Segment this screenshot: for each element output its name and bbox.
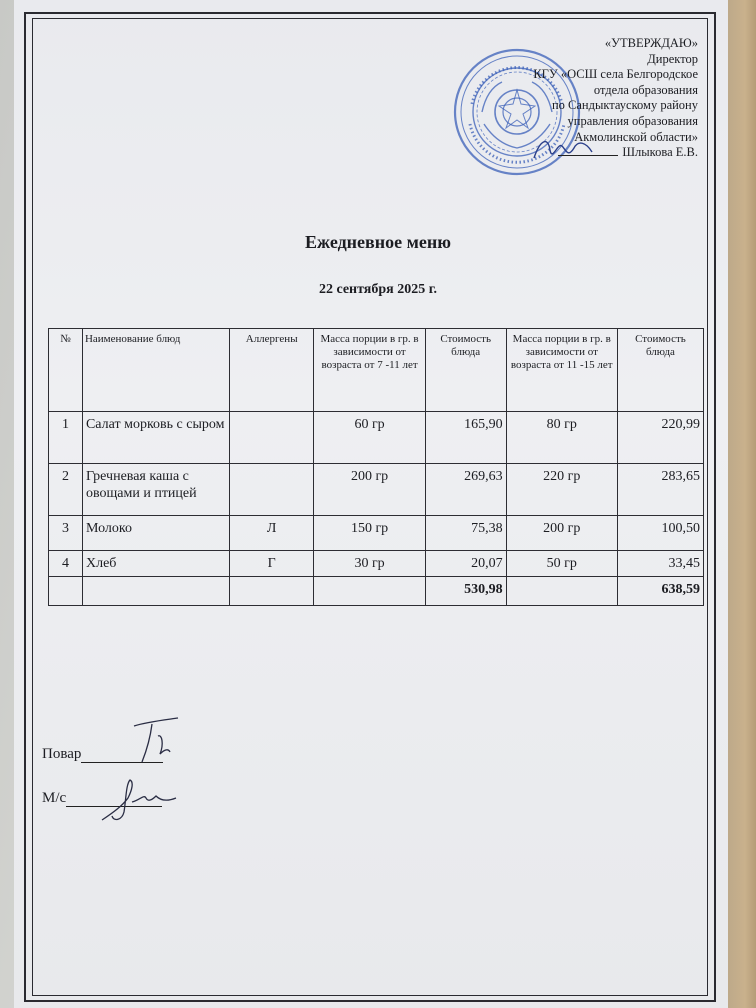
allergen-cell: Л bbox=[229, 516, 313, 551]
empty-cell bbox=[314, 577, 425, 606]
cook-label: Повар bbox=[42, 746, 82, 762]
table-surface bbox=[728, 0, 756, 1008]
nurse-signature-icon bbox=[96, 776, 180, 826]
page-title: Ежедневное меню bbox=[305, 232, 451, 252]
totals-row bbox=[49, 577, 704, 606]
row-number: 1 bbox=[49, 412, 83, 464]
dish-name: Гречневая каша с овощами и птицей bbox=[82, 464, 229, 516]
cost-7-11-cell: 269,63 bbox=[425, 464, 506, 516]
approval-line: КГУ «ОСШ села Белгородское bbox=[533, 67, 698, 82]
empty-cell bbox=[82, 577, 229, 606]
empty-cell bbox=[506, 577, 617, 606]
dish-name: Салат морковь с сыром bbox=[82, 412, 229, 464]
cost-7-11-cell: 165,90 bbox=[425, 412, 506, 464]
approval-line: «УТВЕРЖДАЮ» bbox=[604, 36, 698, 50]
allergen-cell bbox=[229, 464, 313, 516]
cost-11-15-cell: 33,45 bbox=[617, 551, 703, 577]
director-name: Шлыкова Е.В. bbox=[622, 145, 698, 160]
approval-line: Акмолинской области» bbox=[574, 129, 698, 144]
table-header-row bbox=[49, 329, 704, 412]
cost-11-15-cell: 100,50 bbox=[617, 516, 703, 551]
cost-7-11-cell: 75,38 bbox=[425, 516, 506, 551]
mass-7-11-cell: 150 гр bbox=[314, 516, 425, 551]
table-row bbox=[49, 551, 704, 577]
approval-line: Директор bbox=[647, 51, 698, 66]
total-cost-7-11: 530,98 bbox=[425, 577, 506, 606]
mass-11-15-cell: 80 гр bbox=[506, 412, 617, 464]
approval-line: отдела образования bbox=[593, 82, 698, 97]
nurse-label: М/с bbox=[42, 790, 67, 806]
empty-cell bbox=[49, 577, 83, 606]
mass-7-11-cell: 30 гр bbox=[314, 551, 425, 577]
column-header-number: № bbox=[49, 329, 83, 412]
cost-11-15-cell: 220,99 bbox=[617, 412, 703, 464]
mass-7-11-cell: 200 гр bbox=[314, 464, 425, 516]
column-header-mass-7-11: Масса порции в гр. в зависимости от возраста от 7 -11 лет bbox=[314, 329, 425, 412]
row-number: 4 bbox=[49, 551, 83, 577]
total-cost-11-15: 638,59 bbox=[617, 577, 703, 606]
allergen-cell: Г bbox=[229, 551, 313, 577]
approval-line: управления образования bbox=[567, 113, 698, 128]
table-row bbox=[49, 516, 704, 551]
menu-date: 22 сентября 2025 г. bbox=[318, 282, 438, 297]
menu-table bbox=[48, 328, 704, 606]
cook-signature-icon bbox=[112, 714, 182, 766]
approval-line: по Сандыктаускому району bbox=[551, 98, 698, 113]
column-header-dish: Наименование блюд bbox=[82, 329, 229, 412]
mass-11-15-cell: 200 гр bbox=[506, 516, 617, 551]
dish-name: Хлеб bbox=[82, 551, 229, 577]
cost-7-11-cell: 20,07 bbox=[425, 551, 506, 577]
director-signature-icon bbox=[530, 128, 600, 168]
empty-cell bbox=[229, 577, 313, 606]
column-header-mass-11-15: Масса порции в гр. в зависимости от возраста от 11 -15 лет bbox=[506, 329, 617, 412]
dish-name: Молоко bbox=[82, 516, 229, 551]
allergen-cell bbox=[229, 412, 313, 464]
mass-7-11-cell: 60 гр bbox=[314, 412, 425, 464]
row-number: 3 bbox=[49, 516, 83, 551]
mass-11-15-cell: 220 гр bbox=[506, 464, 617, 516]
row-number: 2 bbox=[49, 464, 83, 516]
column-header-cost-11-15: Стоимость блюда bbox=[617, 329, 703, 412]
cost-11-15-cell: 283,65 bbox=[617, 464, 703, 516]
table-row bbox=[49, 412, 704, 464]
column-header-cost-7-11: Стоимость блюда bbox=[425, 329, 506, 412]
table-row bbox=[49, 464, 704, 516]
column-header-allergens: Аллергены bbox=[229, 329, 313, 412]
mass-11-15-cell: 50 гр bbox=[506, 551, 617, 577]
